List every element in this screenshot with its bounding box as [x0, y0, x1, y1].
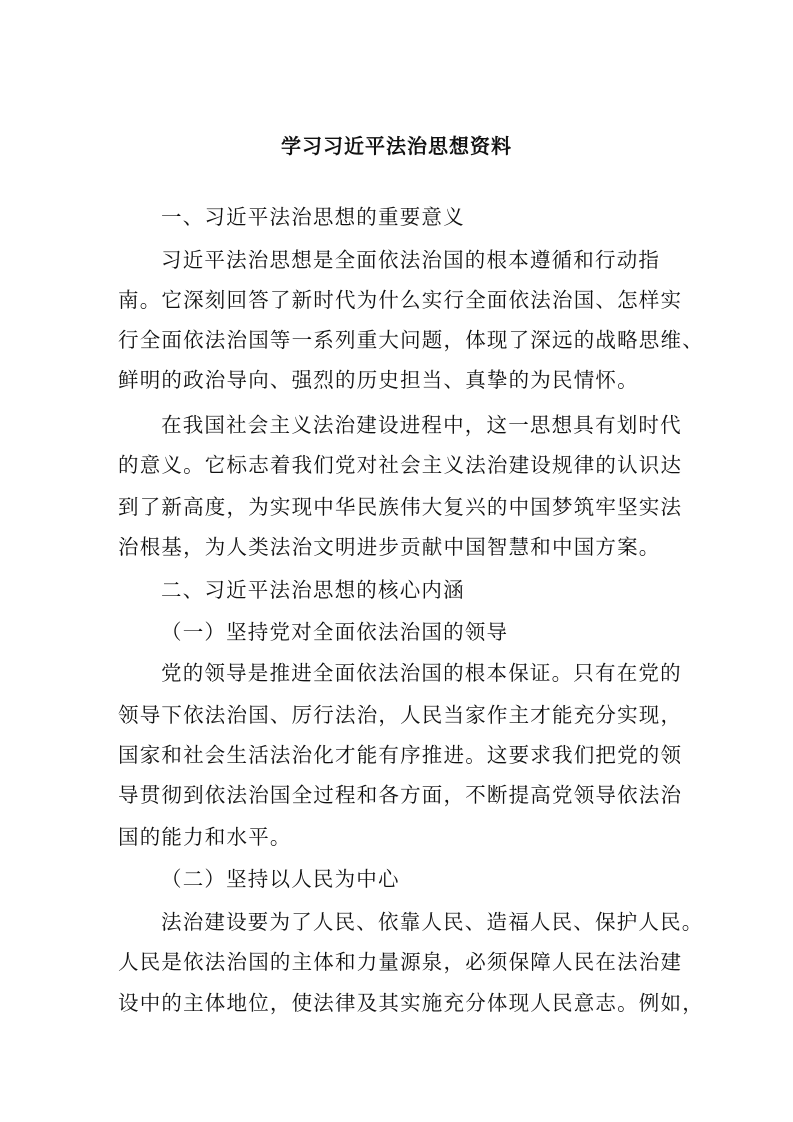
- paragraph-line: 领导下依法治国、厉行法治，人民当家作主才能充分实现，: [118, 703, 683, 727]
- paragraph-line: 行全面依法治国等一系列重大问题，体现了深远的战略思维、: [118, 328, 704, 352]
- paragraph-line: 人民是依法治国的主体和力量源泉，必须保障人民在法治建: [118, 950, 683, 974]
- paragraph-line: 导贯彻到依法治国全过程和各方面，不断提高党领导依法治: [118, 783, 683, 807]
- paragraph-line: 的意义。它标志着我们党对社会主义法治建设规律的认识达: [118, 453, 683, 477]
- paragraph-line: 治根基，为人类法治文明进步贡献中国智慧和中国方案。: [118, 535, 661, 559]
- subsection-heading-2: （二）坚持以人民为中心: [161, 867, 400, 891]
- section-heading-1: 一、习近平法治思想的重要意义: [161, 205, 465, 229]
- paragraph-line: 法治建设要为了人民、依靠人民、造福人民、保护人民。: [161, 910, 704, 934]
- paragraph-line: 设中的主体地位，使法律及其实施充分体现人民意志。例如，: [118, 991, 704, 1015]
- paragraph-line: 鲜明的政治导向、强烈的历史担当、真挚的为民情怀。: [118, 368, 639, 392]
- paragraph-line: 国家和社会生活法治化才能有序推进。这要求我们把党的领: [118, 743, 683, 767]
- paragraph-line: 到了新高度，为实现中华民族伟大复兴的中国梦筑牢坚实法: [118, 495, 683, 519]
- paragraph-line: 国的能力和水平。: [118, 825, 292, 849]
- document-title: 学习习近平法治思想资料: [281, 134, 512, 158]
- subsection-heading-1: （一）坚持党对全面依法治国的领导: [161, 620, 509, 644]
- section-heading-2: 二、习近平法治思想的核心内涵: [161, 578, 465, 602]
- paragraph-line: 在我国社会主义法治建设进程中，这一思想具有划时代: [161, 413, 682, 437]
- paragraph-line: 党的领导是推进全面依法治国的根本保证。只有在党的: [161, 661, 682, 685]
- paragraph-line: 南。它深刻回答了新时代为什么实行全面依法治国、怎样实: [118, 288, 683, 312]
- paragraph-line: 习近平法治思想是全面依法治国的根本遵循和行动指: [161, 248, 661, 272]
